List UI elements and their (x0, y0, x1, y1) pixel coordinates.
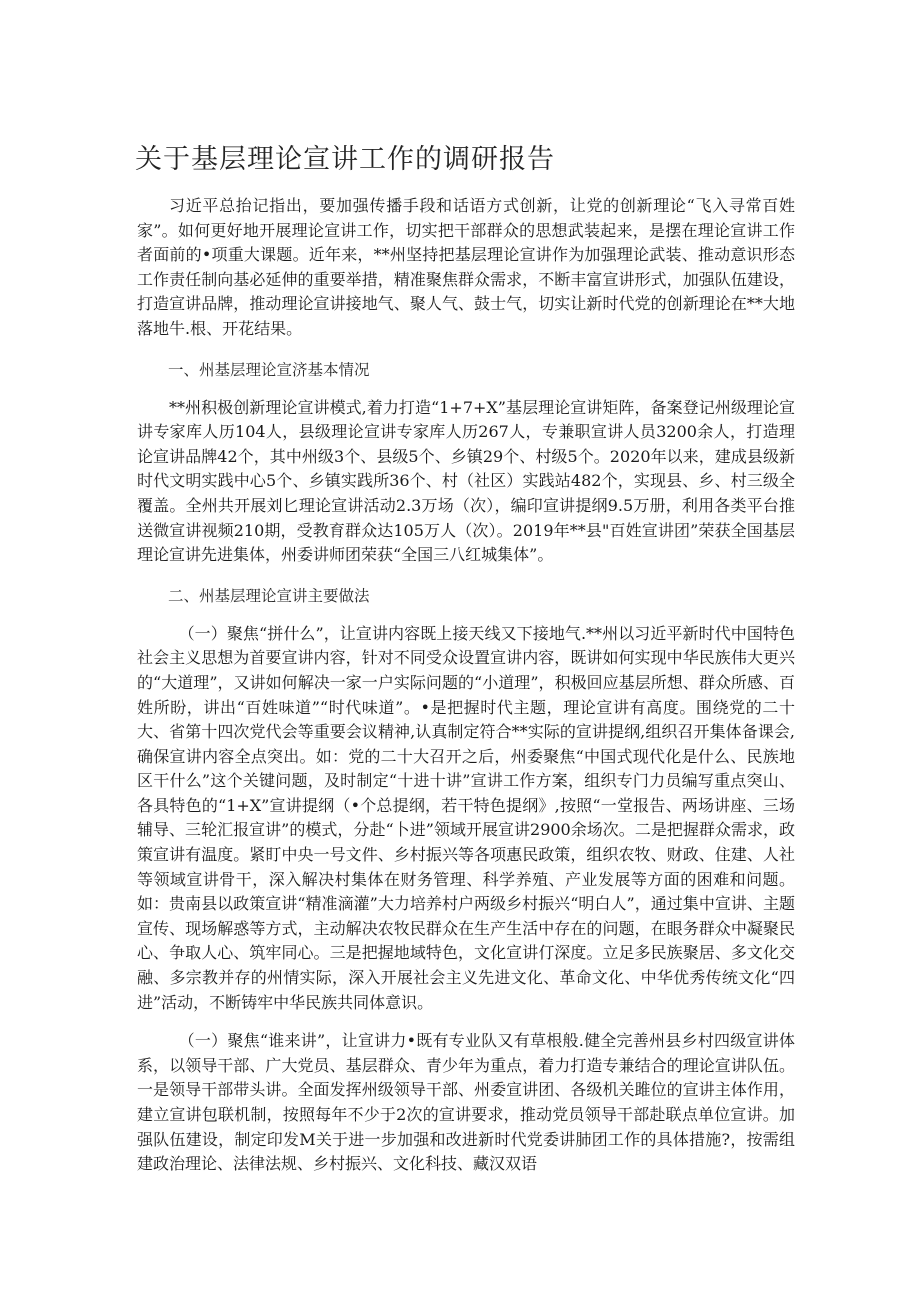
document-page (137, 140, 795, 1177)
intro-paragraph: 习近平总抬记指出，要加强传播手段和话语方式创新，让党的创新理论“飞入寻常百姓家”。如何更好地开展理论宣讲工作，切实把干部群众的思想武装起来，是摆在理论宣讲工作者面前的•项重大课题。近年来，**州坚持把基层理论宣讲作为加强理论武装、推动意识形态工作责任制向基必延伸的重要举措，精准聚焦群众需求，不断丰富宣讲形式，加强队伍建设，打造宣讲品牌，推动理论宣讲接地气、聚人气、鼓士气，切实让新时代党的创新理论在**大地落地牛.根、开花结果。 (137, 196, 795, 338)
spacer (137, 608, 795, 622)
spacer (137, 342, 795, 358)
spacer (137, 1015, 795, 1029)
section-1-heading: 一、州基层理论宣济基本情况 (168, 360, 370, 379)
section-2-heading: 二、州基层理论宣讲主要做法 (168, 586, 370, 605)
section-1-body: **州积极创新理论宣讲模式,着力打造“1+7+X”基层理论宣讲矩阵，备案登记州级理论宣讲专家库人历104人，县级理论宣讲专家库人历267人，专兼职宣讲人员3200余人，打造理论宣讲品牌42个，其中州级3个、县级5个、乡镇29个、村级5个。2020年以来，建成县级新时代文明实践中心5个、乡镇实践所36个、村（社区）实践站482个，实现县、乡、村三级全覆盖。全州共开展刘匕理论宣讲活动2.3万场（次），编印宣讲提纲9.5万册，利用各类平台推送微宣讲视频210期，受教育群众达105万人（次）。2019年**县"百姓宣讲团”荣获全国基层理论宣讲先进集体，州委讲师团荣获“全国三八红城集体”。 (137, 397, 795, 565)
spacer (137, 568, 795, 584)
document-title: 关于基层理论宣讲工作的调研报告 (135, 144, 555, 175)
spacer (137, 382, 795, 396)
section-2-part-2: （一）聚焦“谁来讲”，让宣讲力•既有专业队又有草根般.健全完善州县乡村四级宣讲体系，以领导干部、广大党员、基层群众、青少年为重点，着力打造专兼结合的理论宣讲队伍。一是领导干部带头讲。全面发挥州级领导干部、州委宣讲团、各级机关雎位的宣讲主体作用，建立宣讲包联机制，按照每年不少于2次的宣讲要求，推动党员领导干部赴联点单位宣讲。加强队伍建设，制定印发M关于进一步加强和改进新时代党委讲肺团工作的具体措施?，按需组建政治理论、法律法规、乡村振兴、文化科技、藏汉双语 (137, 1031, 795, 1174)
section-2-part-1: （一）聚焦“拼什么”，让宣讲内容既上接天线又下接地气.**州以习近平新时代中国特色社会主义思想为首要宣讲内容，针对不同受众设置宣讲内容，既讲如何实现中华民族伟大更兴的“大道理”，又讲如何解决一家一户实际问题的“小道理”，积极回应基层所想、群众所感、百姓所盼，讲出“百姓味道”“时代味道”。•是把握时代主题，理论宣讲有高度。围绕党的二十大、省第十四次党代会等重要会议精神,认真制定符合**实际的宣讲提纲,组织召开集体备课会,确保宣讲内容全点突出。如：党的二十大召开之后，州委聚焦“中国式现代化是什么、民族地区干什么”这个关键问题，及时制定“十进十讲”宣讲工作方案，组织专门力员编写重点突山、各具特色的“1+X”宣讲提纲（•个总提纲，若干特色提纲》,按照“一堂报告、两场讲座、三场辅导、三轮汇报宣讲”的模式，分赴“卜进”领域开展宣讲2900余场次。二是把握群众需求，政策宣讲有温度。紧盯中央一号文件、乡村振兴等各项惠民政策，组织农牧、财政、住建、人社等领域宣讲骨干，深入解决村集体在财务管理、科学养殖、产业发展等方面的困难和问题。如：贵南县以政策宣讲“精准滴灌”大力培养村户两级乡村振兴“明白人”，通过集中宣讲、主题宣传、现场解惑等方式，主动解决农牧民群众在生产生活中存在的问题，在眼务群众中凝聚民心、争取人心、筑牢同心。三是把握地域特色，文化宣讲仃深度。立足多民族聚居、多文化交融、多宗教并存的州情实际，深入开展社会主义先进文化、革命文化、中华优秀传统文化“四进”活动，不断铸牢中华民族共同体意识。 (137, 623, 795, 1012)
